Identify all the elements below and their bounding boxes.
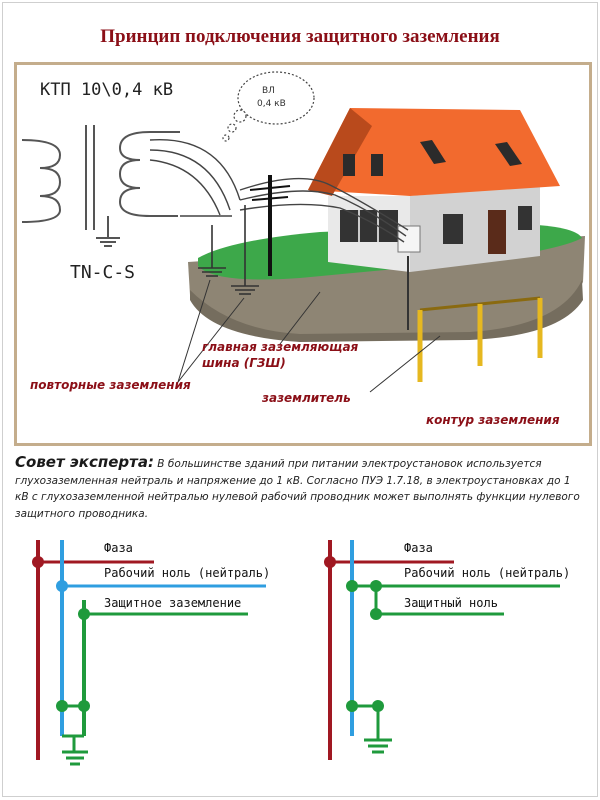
house-window [340,210,398,242]
house-window [518,206,532,230]
cloud-text-line1: ВЛ [262,86,275,96]
expert-advice [15,454,587,522]
house-window [371,154,383,176]
cloud-text-line2: 0,4 кВ [257,99,286,109]
house [308,108,560,272]
main-bus-label-line2: шина (ГЗШ) [202,356,286,370]
left-neutral-label: Рабочий ноль (нейтраль) [104,566,271,580]
advice-heading: Совет эксперта: [15,453,154,471]
ground-electrode-label: заземлитель [262,391,351,405]
ground-loop-label: контур заземления [426,413,560,427]
distribution-box [398,226,420,252]
wiring-schemes [0,520,600,800]
right-protective-label: Защитный ноль [404,596,498,610]
right-phase-label: Фаза [404,541,433,555]
house-window [343,154,355,176]
substation-label: КТП 10\0,4 кВ [40,80,174,100]
transformer [22,125,180,246]
left-phase-label: Фаза [104,541,133,555]
house-door [488,210,506,254]
advice-text: В большинстве зданий при питании электроустановок используется глухозаземленная нейтраль и напряжение до 1 кВ. Согласно ПУЭ 1.7.18, в электроустановках до 1 кВ с глухозаземленной нейтралью нулевой рабочий проводник может выполнять функции нулевого защитного проводника. [15,458,580,520]
main-bus-label-line1: главная заземляющая [202,340,359,354]
system-type-label: TN-C-S [70,262,136,283]
page-title: Принцип подключения защитного заземления [100,26,500,47]
repeat-grounding-label: повторные заземления [30,378,191,392]
left-protective-label: Защитное заземление [104,596,242,610]
right-neutral-label: Рабочий ноль (нейтраль) [404,566,571,580]
house-window [443,214,463,244]
